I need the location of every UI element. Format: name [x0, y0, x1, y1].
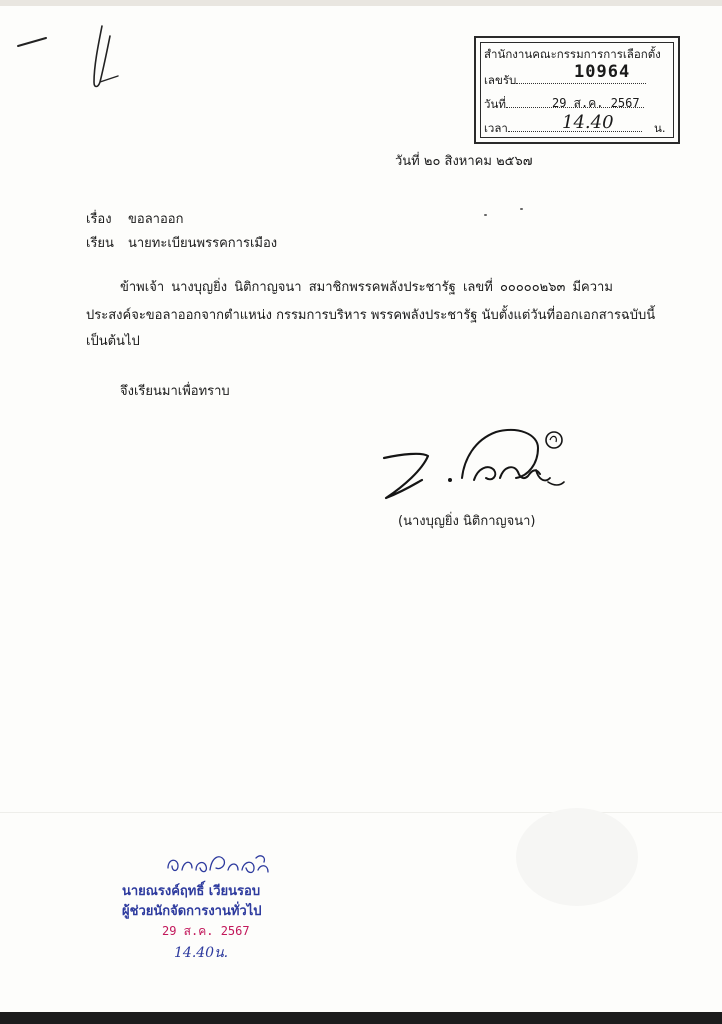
scan-bottom-edge — [0, 1012, 722, 1024]
signer-name: (นางบุญยิ่ง นิติกาญจนา) — [398, 514, 536, 529]
stamp-time-label: เวลา — [484, 121, 508, 135]
receiver-title: ผู้ช่วยนักจัดการงานทั่วไป — [122, 904, 262, 919]
subject-value: ขอลาออก — [128, 212, 184, 227]
handwritten-margin-mark — [14, 22, 134, 102]
scan-smudge — [516, 808, 638, 906]
receiver-name: นายณรงค์ฤทธิ์ เวียนรอบ — [122, 884, 261, 899]
subject-label: เรื่อง — [86, 212, 112, 227]
body-paragraph-line-1: ข้าพเจ้า นางบุญยิ่ง นิติกาญจนา สมาชิกพรรคพลังประชารัฐ เลขที่ ๐๐๐๐๐๒๖๓ มีความ — [120, 280, 613, 295]
stamp-receipt-label: เลขรับ — [484, 73, 517, 87]
handwritten-signature — [378, 420, 568, 506]
recipient-value: นายทะเบียนพรรคการเมือง — [128, 236, 278, 251]
scan-top-edge — [0, 0, 722, 6]
stamp-office-name: สำนักงานคณะกรรมการการเลือกตั้ง — [484, 47, 661, 61]
stamp-date-label: วันที่ — [484, 97, 506, 111]
receiver-date-stamp: 29 ส.ค. 2567 — [162, 924, 250, 938]
stamp-receipt-number: 10964 — [574, 62, 631, 82]
letter-date: วันที่ ๒๐ สิงหาคม ๒๕๖๗ — [395, 154, 533, 169]
scan-fold-line — [0, 812, 722, 813]
recipient-label: เรียน — [86, 236, 114, 251]
closing-line: จึงเรียนมาเพื่อทราบ — [120, 384, 230, 399]
body-paragraph-line-2: ประสงค์จะขอลาออกจากตำแหน่ง กรรมการบริหาร พรรคพลังประชารัฐ นับตั้งแต่วันที่ออกเอกสารฉบับนี้ — [86, 308, 656, 323]
receiver-handwritten-signature — [164, 848, 274, 878]
receiver-handwritten-time: 14.40น. — [174, 945, 229, 961]
scan-speck — [484, 214, 487, 216]
scan-speck — [520, 208, 523, 210]
receiving-stamp — [474, 36, 680, 144]
stamp-time-unit: น. — [654, 121, 666, 135]
stamp-time-value: 14.40 — [562, 112, 614, 133]
stamp-date-value: 29 ส.ค. 2567 — [552, 96, 640, 110]
body-paragraph-line-3: เป็นต้นไป — [86, 334, 140, 349]
